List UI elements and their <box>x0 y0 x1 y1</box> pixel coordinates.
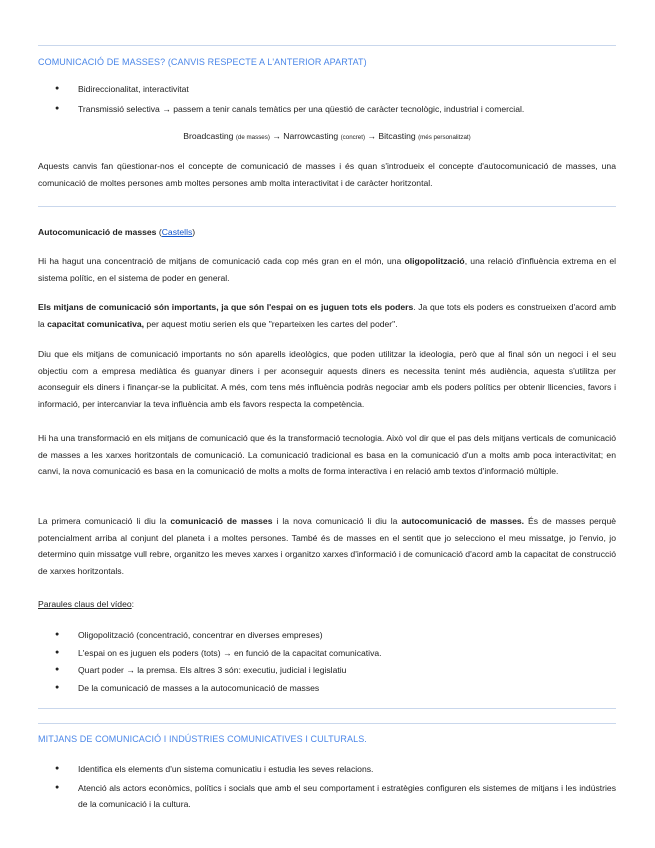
text-run-bold: autocomunicació de masses. <box>401 516 525 526</box>
subsection-title-text: Autocomunicació de masses <box>38 227 157 237</box>
paragraph-poders <box>38 299 616 332</box>
section-heading-comunicacio-de-masses: COMUNICACIÓ DE MASSES? (CANVIS RESPECTE A L'ANTERIOR APARTAT) <box>38 57 367 67</box>
text-run-bold: Els mitjans de comunicació són importants, ja que són l'espai on es juguen tots els poders <box>38 302 414 312</box>
arrow: → <box>367 131 377 141</box>
divider <box>38 45 616 46</box>
list-item: ● Quart poder → la premsa. Els altres 3 són: executiu, judicial i legislatiu <box>38 662 616 679</box>
list-item: ● L'espai on es juguen els poders (tots) → en funció de la capacitat comunicativa. <box>38 645 616 662</box>
list-item: ● Transmissió selectiva → passem a tenir canals temàtics per una qüestió de caràcter tecnològic, industrial i comercial. <box>38 101 616 118</box>
text-run: La primera comunicació li diu la <box>38 516 171 526</box>
list-item: ● De la comunicació de masses a la autocomunicació de masses <box>38 680 616 697</box>
divider <box>38 723 616 724</box>
narrowcasting-label: Narrowcasting <box>283 131 339 141</box>
section1-bullets <box>38 81 616 117</box>
list-item: ● Oligopolització (concentració, concentrar en diverses empreses) <box>38 627 616 644</box>
subsection-title <box>38 224 616 241</box>
paragraph: Aquests canvis fan qüestionar-nos el concepte de comunicació de masses i és quan s'introdueix el concepte d'autocomunicació de masses, una comunicació de moltes persones amb moltes persones amb molta interactivitat i de caràcter horitzontal. <box>38 161 616 188</box>
section1-paragraph <box>38 158 616 191</box>
text-run-bold: comunicació de masses <box>170 516 273 526</box>
arrow: → <box>272 131 281 141</box>
paragraph-transformacio <box>38 430 616 480</box>
castells-link[interactable]: Castells <box>161 227 193 237</box>
paragraph: Diu que els mitjans de comunicació importants no són aparells ideològics, que poden utilitzar la ideologia, però que al final són un negoci i el seu objectiu com a empresa mediàtica és guanyar diners i per aconseguir aquests diners es necessita tenint més audiència, aquesta s'utilitza per aconseguir els diners i finançar-se la publicitat. A més, com tens més influència podràs negociar amb els poders polítics per obtenir llicencies, favors i informació, per intercanviar la teva influència amb els favors respecta la competència. <box>38 349 616 409</box>
paragraph-autocomunicacio <box>38 513 616 579</box>
bitcasting-note: (més personalitzat) <box>418 134 471 141</box>
casting-line <box>38 128 616 147</box>
paragraph-oligopolitzacio <box>38 253 616 286</box>
paragraph: Hi ha una transformació en els mitjans de comunicació que és la transformació tecnologia. Això vol dir que el pas dels mitjans verticals de comunicació de masses a les xarxes horitzontals de comunicació. La comunicació tradicional es basa en la comunicació d'un a molts amb poca interactivitat; en canvi, la nova comunicació es basa en la comunicació de molts a molts de forma interactiva i en relació amb textos d'informació múltiple. <box>38 433 616 476</box>
text-run-bold: oligopolització <box>404 256 465 266</box>
broadcasting-note: (de masses) <box>235 134 270 141</box>
text-run-bold: capacitat comunicativa, <box>47 318 145 329</box>
list-item: ● Bidireccionalitat, interactivitat <box>38 81 616 98</box>
paren: ) <box>192 227 196 237</box>
paragraph-aparells-ideologics <box>38 346 616 412</box>
keywords-list <box>38 627 616 696</box>
list-item: ● Atenció als actors econòmics, polítics i socials que amb el seu comportament i estratègies configuren els sistemes de mitjans i les indústries de la comunicació i la cultura. <box>38 780 616 813</box>
divider <box>38 206 616 207</box>
broadcasting-label: Broadcasting <box>183 131 234 141</box>
keywords-label-text: Paraules claus del vídeo <box>38 599 132 609</box>
text-run: per aquest motiu serien els que "reparteixen les cartes del poder". <box>144 318 398 329</box>
colon: : <box>131 599 135 609</box>
text-run: i la nova comunicació li diu la <box>272 516 402 526</box>
narrowcasting-note: (concret) <box>340 134 366 141</box>
text-run: , una relació d'influència extrema en el sistema polític, en el sistema de poder en general. <box>38 256 617 283</box>
text-run: Hi ha hagut una concentració de mitjans de comunicació cada cop més gran en el món, una <box>38 256 405 266</box>
bitcasting-label: Bitcasting <box>378 131 416 141</box>
divider <box>38 708 616 709</box>
text-run: . Ja que tots els poders es construeixen d'acord amb la <box>38 302 617 329</box>
keywords-label <box>38 596 616 613</box>
section-heading-mitjans-de-comunicacio: MITJANS DE COMUNICACIÓ I INDÚSTRIES COMUNICATIVES I CULTURALS. <box>38 734 367 744</box>
list-item: ● Identifica els elements d'un sistema comunicatiu i estudia les seves relacions. <box>38 761 616 778</box>
section3-bullets <box>38 761 616 813</box>
text-run: És de masses perquè potencialment arriba al conjunt del planeta i a moltes persones. També és de masses en el sentit que jo selecciono el meu missatge, jo l'envio, jo determino quin missatge vull rebre, organitzo les meves xarxes i organitzo xarxes d'informació i de comunicació d'acord amb la capacitat de construcció de xarxes horitzontals. <box>38 516 616 576</box>
paren: ( <box>158 227 162 237</box>
